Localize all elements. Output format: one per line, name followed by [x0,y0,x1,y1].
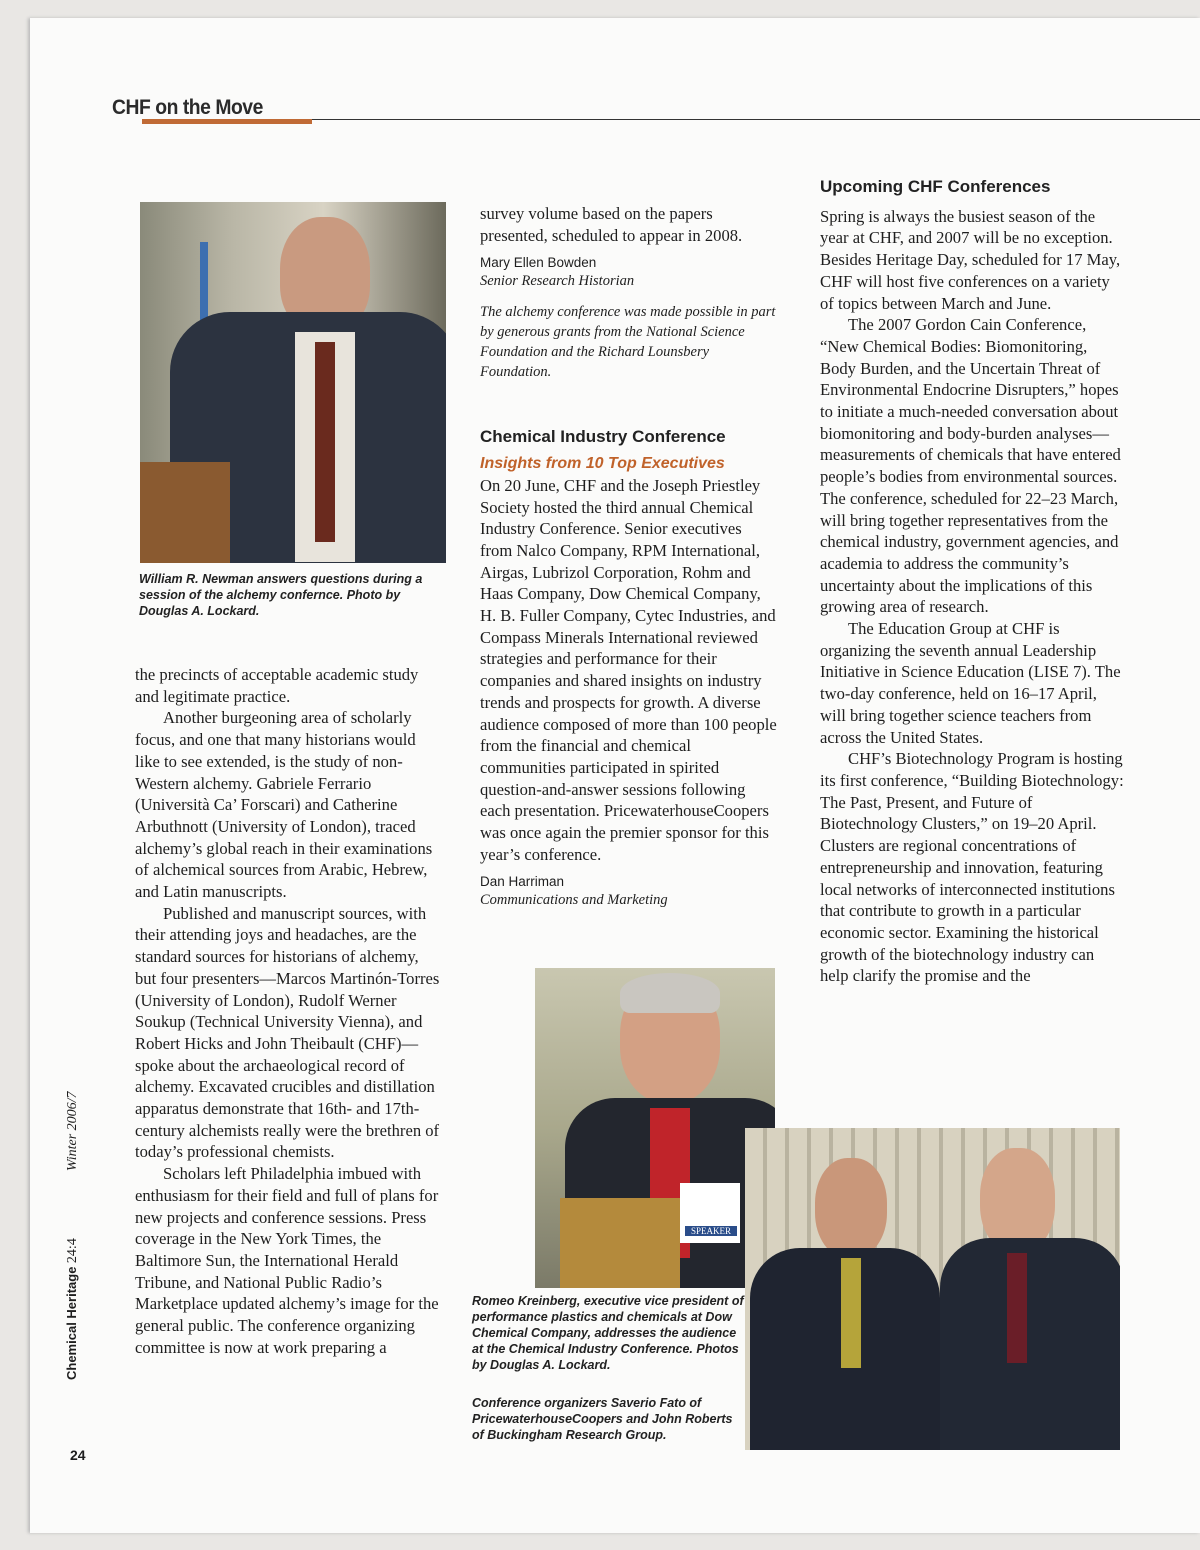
column-1 [135,664,443,1359]
paragraph: the precincts of acceptable academic study and legitimate practice. [135,665,419,706]
photo-newman [140,202,446,563]
publication-name: Chemical Heritage [64,1266,79,1380]
column-3 [820,176,1125,987]
paragraph: survey volume based on the papers presented, scheduled to appear in 2008. [480,204,743,245]
author-role: Senior Research Historian [480,273,635,290]
caption-organizers: Conference organizers Saverio Fato of PricewaterhouseCoopers and John Roberts of Buckingham Research Group. [472,1396,733,1442]
author-name: Dan Harriman [480,874,565,890]
paragraph: Another burgeoning area of scholarly focus, and one that many historians would like to see extended, is the study of non-Western alchemy. Gabriele Ferrario (Università Ca’ Forscari) and Catherine Arbuthnott (University of London), traced alchemy’s global reach in their examinations of alchemical sources from Arabic, Hebrew, and Latin manuscripts. [135,708,433,902]
page-number: 24 [70,1447,86,1463]
funding-note: The alchemy conference was made possible in part by generous grants from the National Science Foundation and the Richard Lounsbery Foundation. [480,304,776,381]
paragraph: Published and manuscript sources, with their attending joys and headaches, are the standard sources for historians of alchemy, but four presenters—Marcos Martinón-Torres (University of London), Rudolf Werner Soukup (Technical University Vienna), and Robert Hicks and John Theibault (CHF)—spoke about the archaeological record of alchemy. Excavated crucibles and distillation apparatus demonstrate that 16th- and 17th-century alchemists really were the brethren of today’s professional chemists. [135,903,440,1162]
author-name: Mary Ellen Bowden [480,255,597,271]
caption-newman: William R. Newman answers questions during a session of the alchemy confernce. Photo by Douglas A. Lockard. [139,572,423,618]
photo-organizers [745,1128,1120,1450]
section-subheading: Insights from 10 Top Executives [480,455,725,473]
spine-text [64,1091,81,1380]
photo-kreinberg [535,968,775,1288]
paragraph: CHF’s Biotechnology Program is hosting its first conference, “Building Biotechnology: The Past, Present, and Future of Biotechnology Clusters,” on 19–20 April. Clusters are regional concentrations of entrepreneurship and innovation, featuring local networks of interconnected institutions that contribute to growth in a particular economic sector. Examining the historical growth of the biotechnology industry can help clarify the promise and the [820,749,1124,986]
section-title: CHF on the Move [112,96,263,119]
paragraph: The Education Group at CHF is organizing the seventh annual Leadership Initiative in Science Education (LISE 7). The two-day conference, held on 16–17 April, will bring together science teachers from across the United States. [820,619,1121,747]
header-rule [312,119,1200,120]
issue-number: 24:4 [65,1238,80,1264]
caption-kreinberg: Romeo Kreinberg, executive vice president of performance plastics and chemicals at Dow Chemical Company, addresses the audience at the Chemical Industry Conference. Photos by Douglas A. Lockard. [472,1294,744,1372]
column-2 [480,203,778,909]
section-heading: Upcoming CHF Conferences [820,177,1051,196]
issue-season: Winter 2006/7 [65,1091,80,1172]
author-role: Communications and Marketing [480,892,668,909]
paragraph: Spring is always the busiest season of the year at CHF, and 2007 will be no exception. Besides Heritage Day, scheduled for 17 May, CHF will host five conferences on a variety of topics between March and June. [820,206,1121,313]
section-heading: Chemical Industry Conference [480,427,726,447]
title-underline-accent [142,119,312,124]
paragraph: The 2007 Gordon Cain Conference, “New Chemical Bodies: Biomonitoring, Body Burden, and the Uncertain Threat of Environmental Endocrine Disrupters,” hopes to initiate a much-needed conversation about biomonitoring and body-burden analyses—measurements of chemicals that have entered people’s bodies from environmental sources. The conference, scheduled for 22–23 March, will bring together representatives from the chemical industry, government agencies, and academia to address the community’s uncertainty about the implications of this growing area of research. [820,315,1121,617]
paragraph: Scholars left Philadelphia imbued with enthusiasm for their field and full of plans for new projects and conference sessions. Press coverage in the New York Times, the Baltimore Sun, the International Herald Tribune, and National Public Radio’s Marketplace updated alchemy’s image for the general public. The conference organizing committee is now at work preparing a [135,1164,439,1357]
speaker-badge: SPEAKER [685,1226,737,1236]
paragraph: On 20 June, CHF and the Joseph Priestley Society hosted the third annual Chemical Industry Conference. Senior executives from Nalco Company, RPM International, Airgas, Lubrizol Corporation, Rohm and Haas Company, Dow Chemical Company, H. B. Fuller Company, Cytec Industries, and Compass Minerals International reviewed strategies and performance for their companies and shared insights on industry trends and prospects for growth. A diverse audience composed of more than 100 people from the financial and chemical communities participated in spirited question-and-answer sessions following each presentation. PricewaterhouseCoopers was once again the premier sponsor for this year’s conference. [480,475,777,864]
